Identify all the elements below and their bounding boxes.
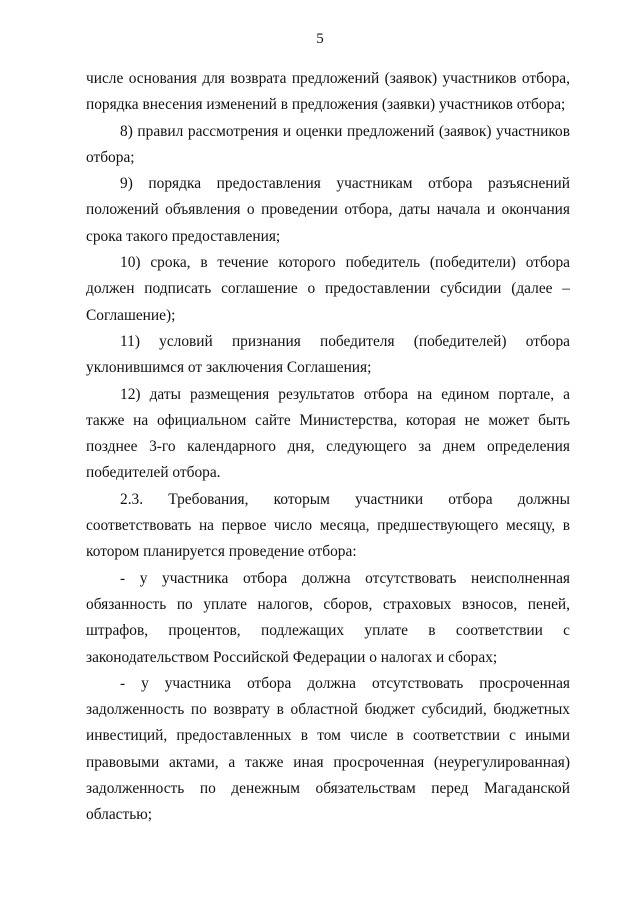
paragraph-section-2-3: 2.3. Требования, которым участники отбора должны соответствовать на первое число месяца, предшествующего месяцу, в котором планируется проведение отбора:	[86, 490, 570, 561]
paragraph-item-12: 12) даты размещения результатов отбора на едином портале, а также на официальном сайте Министерства, которая не может быть позднее 3-го календарного дня, следующего за днем определения победителей отбора.	[86, 385, 570, 482]
paragraph-item-9: 9) порядка предоставления участникам отбора разъяснений положений объявления о проведении отбора, даты начала и окончания срока такого предоставления;	[86, 175, 570, 245]
paragraph-item-11: 11) условий признания победителя (победителей) отбора уклонившимся от заключения Соглашения;	[86, 332, 570, 377]
document-body	[86, 66, 570, 829]
paragraph-requirement-taxes: - у участника отбора должна отсутствовать неисполненная обязанность по уплате налогов, сборов, страховых взносов, пеней, штрафов, процентов, подлежащих уплате в соответствии с законодательством Российской Федерации о налогах и сборах;	[86, 569, 570, 666]
paragraph-continuation: числе основания для возврата предложений (заявок) участников отбора, порядка внесения изменений в предложения (заявки) участников отбора;	[86, 70, 570, 114]
paragraph-item-10: 10) срока, в течение которого победитель (победители) отбора должен подписать соглашение о предоставлении субсидии (далее – Соглашение);	[86, 254, 570, 324]
page-number: 5	[316, 31, 324, 47]
paragraph-requirement-debt: - у участника отбора должна отсутствовать просроченная задолженность по возврату в областной бюджет субсидий, бюджетных инвестиций, предоставленных в том числе в соответствии с иными правовыми актами, а также иная просроченная (неурегулированная) задолженность по денежным обязательствам перед Магаданской областью;	[86, 674, 570, 824]
paragraph-item-8: 8) правил рассмотрения и оценки предложений (заявок) участников отбора;	[86, 122, 570, 166]
